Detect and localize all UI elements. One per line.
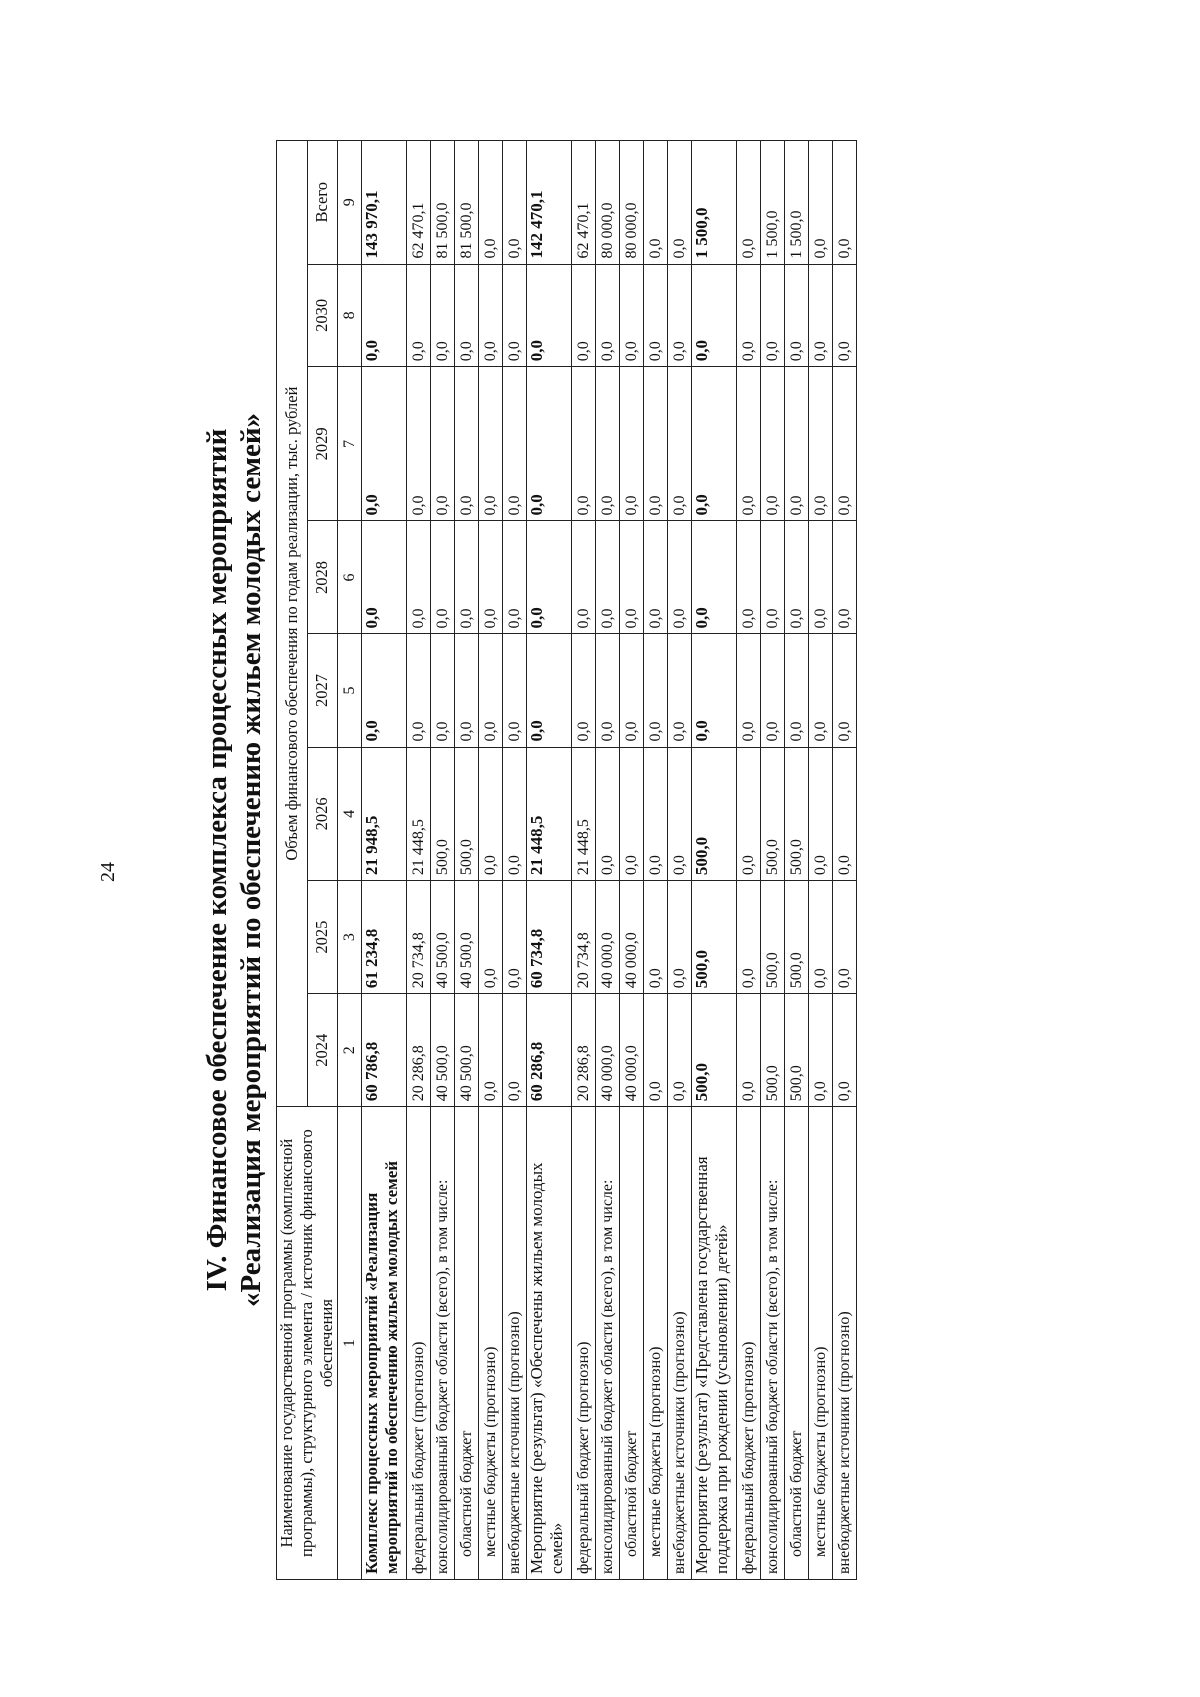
cell-value: 0,0 [737,264,761,367]
cell-value: 0,0 [620,634,644,747]
table-row [785,141,809,1580]
cell-value: 0,0 [692,521,737,634]
cell-value: 81 500,0 [431,141,455,265]
cell-value: 0,0 [431,264,455,367]
cell-value: 500,0 [455,747,479,881]
cell-value: 0,0 [737,521,761,634]
cell-value: 40 500,0 [431,881,455,994]
table-row [692,141,737,1580]
cell-value: 0,0 [785,521,809,634]
cell-value: 0,0 [737,634,761,747]
cell-value: 0,0 [479,367,503,521]
year-header: 2028 [307,521,338,634]
cell-value: 40 500,0 [455,881,479,994]
table-row [362,141,407,1580]
cell-value: 40 000,0 [620,994,644,1107]
cell-value: 0,0 [668,881,692,994]
cell-value: 500,0 [692,994,737,1107]
cell-value: 0,0 [620,367,644,521]
cell-value: 0,0 [527,367,572,521]
cell-value: 0,0 [455,264,479,367]
cell-value: 0,0 [785,367,809,521]
column-index: 3 [338,881,362,994]
cell-value: 0,0 [692,264,737,367]
cell-value: 0,0 [809,264,833,367]
cell-value: 500,0 [761,747,785,881]
cell-value: 0,0 [644,141,668,265]
table-row [455,141,479,1580]
cell-value: 0,0 [362,264,407,367]
row-name: Мероприятие (результат) «Представлена государственная поддержка при рождении (усыновлении) детей» [692,1107,737,1580]
cell-value: 0,0 [527,264,572,367]
table-row [737,141,761,1580]
cell-value: 81 500,0 [455,141,479,265]
cell-value: 500,0 [785,881,809,994]
rotated-page-content [200,140,940,1580]
name-column-header: Наименование государственной программы (комплексной программы), структурного элемента / источник финансового обеспечения [277,1107,338,1580]
cell-value: 143 970,1 [362,141,407,265]
cell-value: 500,0 [761,881,785,994]
cell-value: 0,0 [407,634,431,747]
cell-value: 0,0 [572,634,596,747]
cell-value: 0,0 [668,367,692,521]
year-header: 2026 [307,747,338,881]
table-row [572,141,596,1580]
column-index-row [338,141,362,1580]
column-index: 1 [338,1107,362,1580]
cell-value: 500,0 [431,747,455,881]
cell-value: 0,0 [761,264,785,367]
cell-value: 40 500,0 [431,994,455,1107]
cell-value: 0,0 [479,747,503,881]
title-line-2: «Реализация мероприятий по обеспечению жильем молодых семей» [235,412,267,1308]
cell-value: 0,0 [692,634,737,747]
cell-value: 0,0 [407,521,431,634]
row-name: федеральный бюджет (прогнозно) [407,1107,431,1580]
row-name: областной бюджет [620,1107,644,1580]
cell-value: 0,0 [503,634,527,747]
cell-value: 0,0 [668,994,692,1107]
cell-value: 0,0 [809,994,833,1107]
row-name: консолидированный бюджет области (всего), в том числе: [596,1107,620,1580]
cell-value: 0,0 [644,747,668,881]
cell-value: 500,0 [761,994,785,1107]
cell-value: 0,0 [809,881,833,994]
table-row [620,141,644,1580]
cell-value: 80 000,0 [620,141,644,265]
cell-value: 21 448,5 [527,747,572,881]
cell-value: 500,0 [692,747,737,881]
cell-value: 0,0 [503,141,527,265]
cell-value: 0,0 [737,881,761,994]
cell-value: 0,0 [572,521,596,634]
total-header: Всего [307,141,338,265]
row-name: федеральный бюджет (прогнозно) [572,1107,596,1580]
row-name: консолидированный бюджет области (всего), в том числе: [761,1107,785,1580]
cell-value: 0,0 [596,367,620,521]
cell-value: 0,0 [833,747,857,881]
title-line-1: IV. Финансовое обеспечение комплекса процессных мероприятий [201,428,233,1292]
cell-value: 0,0 [833,264,857,367]
cell-value: 0,0 [503,747,527,881]
cell-value: 0,0 [479,521,503,634]
cell-value: 0,0 [692,367,737,521]
cell-value: 0,0 [527,634,572,747]
year-header: 2029 [307,367,338,521]
year-header: 2030 [307,264,338,367]
cell-value: 0,0 [431,367,455,521]
cell-value: 0,0 [737,367,761,521]
cell-value: 0,0 [668,264,692,367]
cell-value: 0,0 [644,521,668,634]
cell-value: 0,0 [833,994,857,1107]
cell-value: 1 500,0 [692,141,737,265]
row-name: федеральный бюджет (прогнозно) [737,1107,761,1580]
cell-value: 60 786,8 [362,994,407,1107]
table-row [833,141,857,1580]
cell-value: 40 500,0 [455,994,479,1107]
cell-value: 0,0 [785,634,809,747]
cell-value: 0,0 [479,634,503,747]
cell-value: 0,0 [668,141,692,265]
row-name: Мероприятие (результат) «Обеспечены жильем молодых семей» [527,1107,572,1580]
year-header: 2025 [307,881,338,994]
page-number: 24 [97,862,119,882]
cell-value: 500,0 [785,994,809,1107]
cell-value: 0,0 [503,367,527,521]
column-index: 4 [338,747,362,881]
cell-value: 60 734,8 [527,881,572,994]
cell-value: 0,0 [362,521,407,634]
cell-value: 0,0 [407,264,431,367]
cell-value: 61 234,8 [362,881,407,994]
cell-value: 0,0 [668,747,692,881]
cell-value: 0,0 [644,264,668,367]
cell-value: 0,0 [455,367,479,521]
cell-value: 0,0 [833,634,857,747]
cell-value: 0,0 [809,634,833,747]
cell-value: 0,0 [761,634,785,747]
cell-value: 0,0 [479,994,503,1107]
years-group-header: Объем финансового обеспечения по годам реализации, тыс. рублей [277,141,308,1107]
cell-value: 0,0 [737,141,761,265]
cell-value: 0,0 [833,367,857,521]
cell-value: 0,0 [761,521,785,634]
cell-value: 0,0 [668,521,692,634]
table-row [596,141,620,1580]
row-name: консолидированный бюджет области (всего), в том числе: [431,1107,455,1580]
cell-value: 80 000,0 [596,141,620,265]
cell-value: 500,0 [785,747,809,881]
cell-value: 20 286,8 [407,994,431,1107]
cell-value: 0,0 [572,264,596,367]
cell-value: 0,0 [596,264,620,367]
cell-value: 0,0 [809,747,833,881]
row-name: Комплекс процессных мероприятий «Реализация мероприятий по обеспечению жильем молодых семей [362,1107,407,1580]
table-row [503,141,527,1580]
cell-value: 0,0 [362,634,407,747]
row-name: областной бюджет [785,1107,809,1580]
cell-value: 0,0 [620,521,644,634]
column-index: 7 [338,367,362,521]
column-index: 5 [338,634,362,747]
table-row [431,141,455,1580]
cell-value: 0,0 [809,367,833,521]
cell-value: 0,0 [833,521,857,634]
cell-value: 40 000,0 [596,994,620,1107]
cell-value: 0,0 [809,521,833,634]
cell-value: 1 500,0 [785,141,809,265]
cell-value: 0,0 [620,264,644,367]
cell-value: 0,0 [596,634,620,747]
cell-value: 0,0 [572,367,596,521]
cell-value: 0,0 [503,881,527,994]
column-index: 2 [338,994,362,1107]
row-name: внебюджетные источники (прогнозно) [668,1107,692,1580]
table-row [644,141,668,1580]
cell-value: 0,0 [644,367,668,521]
table-row [809,141,833,1580]
row-name: местные бюджеты (прогнозно) [479,1107,503,1580]
cell-value: 0,0 [644,634,668,747]
cell-value: 0,0 [479,881,503,994]
cell-value: 0,0 [503,264,527,367]
row-name: внебюджетные источники (прогнозно) [833,1107,857,1580]
cell-value: 0,0 [503,521,527,634]
column-index: 9 [338,141,362,265]
column-index: 8 [338,264,362,367]
cell-value: 0,0 [809,141,833,265]
row-name: областной бюджет [455,1107,479,1580]
cell-value: 500,0 [692,881,737,994]
cell-value: 0,0 [833,881,857,994]
header-row-group [277,141,308,1580]
cell-value: 0,0 [431,521,455,634]
cell-value: 40 000,0 [596,881,620,994]
cell-value: 21 948,5 [362,747,407,881]
table-row [527,141,572,1580]
cell-value: 0,0 [362,367,407,521]
cell-value: 0,0 [431,634,455,747]
cell-value: 62 470,1 [407,141,431,265]
cell-value: 0,0 [644,881,668,994]
table-row [668,141,692,1580]
cell-value: 0,0 [596,747,620,881]
cell-value: 0,0 [737,747,761,881]
table-row [407,141,431,1580]
cell-value: 20 286,8 [572,994,596,1107]
section-title [200,140,272,1580]
row-name: местные бюджеты (прогнозно) [809,1107,833,1580]
cell-value: 0,0 [620,747,644,881]
cell-value: 40 000,0 [620,881,644,994]
cell-value: 62 470,1 [572,141,596,265]
cell-value: 0,0 [503,994,527,1107]
cell-value: 0,0 [737,994,761,1107]
year-header: 2027 [307,634,338,747]
cell-value: 1 500,0 [761,141,785,265]
cell-value: 20 734,8 [407,881,431,994]
year-header: 2024 [307,994,338,1107]
cell-value: 0,0 [596,521,620,634]
cell-value: 0,0 [644,994,668,1107]
cell-value: 0,0 [527,521,572,634]
cell-value: 0,0 [455,634,479,747]
financing-table [276,140,857,1580]
cell-value: 21 448,5 [572,747,596,881]
cell-value: 0,0 [455,521,479,634]
cell-value: 142 470,1 [527,141,572,265]
cell-value: 60 286,8 [527,994,572,1107]
cell-value: 0,0 [785,264,809,367]
cell-value: 0,0 [833,141,857,265]
column-index: 6 [338,521,362,634]
cell-value: 0,0 [479,264,503,367]
cell-value: 21 448,5 [407,747,431,881]
row-name: внебюджетные источники (прогнозно) [503,1107,527,1580]
table-row [479,141,503,1580]
table-row [761,141,785,1580]
row-name: местные бюджеты (прогнозно) [644,1107,668,1580]
cell-value: 0,0 [668,634,692,747]
cell-value: 0,0 [479,141,503,265]
cell-value: 0,0 [407,367,431,521]
cell-value: 20 734,8 [572,881,596,994]
cell-value: 0,0 [761,367,785,521]
